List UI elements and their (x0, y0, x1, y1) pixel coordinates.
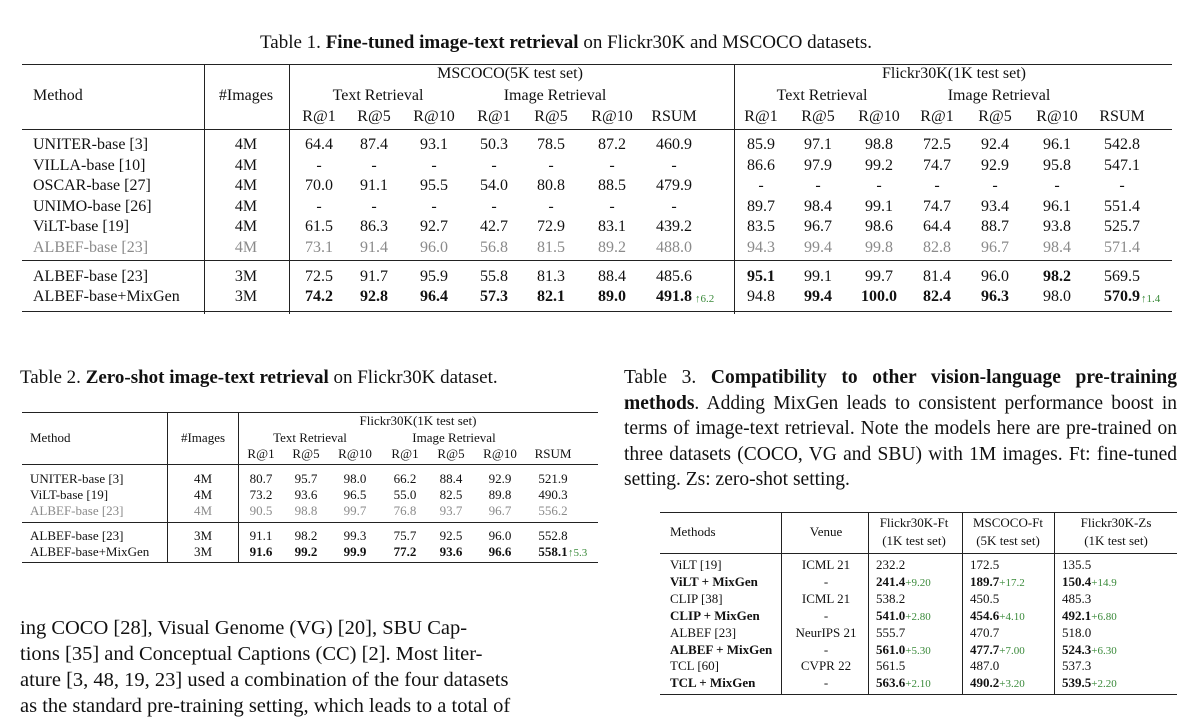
table-cell: 135.5 (1062, 557, 1092, 572)
table-cell: 96.1 (1043, 136, 1071, 153)
table-cell: 74.7 (923, 197, 951, 215)
table3-header-rule (660, 553, 1177, 554)
table-cell: 82.8 (923, 239, 951, 256)
gain-annotation: ↑5.3 (568, 547, 588, 559)
table-cell: 72.5 (305, 268, 333, 285)
venue: - (823, 607, 829, 623)
method-name: TCL + MixGen (670, 675, 756, 691)
table-cell: 521.9 (538, 471, 568, 486)
table-cell: 538.2 (876, 590, 906, 606)
table-cell: 99.8 (865, 239, 893, 256)
table-cell: - (431, 197, 437, 215)
table-cell: 96.6 (488, 544, 512, 559)
metric-header: R@10 (338, 446, 372, 461)
table-cell: - (1119, 177, 1125, 195)
column-divider (868, 512, 869, 694)
method-name: VILLA-base [10] (33, 156, 146, 174)
method-name: ViLT [19] (670, 557, 722, 572)
table-cell: 488.0 (656, 239, 692, 256)
table-cell: - (758, 177, 764, 195)
table-cell: 70.0 (305, 177, 333, 195)
method-name: ALBEF-base [23] (30, 503, 124, 518)
table-cell: 57.3 (480, 288, 508, 305)
table-cell: 88.5 (598, 177, 626, 195)
table-cell: 81.3 (537, 268, 565, 285)
gain-annotation: +4.10 (999, 610, 1025, 623)
images-header: #Images (218, 87, 274, 104)
table-cell: 99.7 (865, 268, 893, 285)
table-cell: 99.2 (294, 544, 318, 559)
table-cell: 570.9 (1104, 288, 1140, 305)
metric-header: R@5 (357, 108, 391, 125)
gain-annotation: +2.80 (905, 610, 931, 623)
flickr-header: Flickr30K(1K test set) (882, 65, 1026, 82)
flickr-ft-header: Flickr30K-Ft (879, 515, 949, 530)
metric-header: R@1 (920, 108, 954, 125)
table-cell: 78.5 (537, 136, 565, 153)
table-cell: 95.9 (420, 268, 448, 285)
metric-header: RSUM (1099, 108, 1145, 125)
table-cell: 82.1 (537, 288, 565, 305)
table-cell: - (371, 156, 377, 174)
table-cell: 72.9 (537, 218, 565, 236)
metric-header: R@1 (247, 446, 275, 461)
gain-annotation: +5.30 (905, 644, 931, 657)
table-cell: 72.5 (923, 136, 951, 153)
images-count: 3M (193, 528, 213, 543)
table-cell: 454.6+4.10 (970, 607, 1025, 623)
table-cell: 91.7 (360, 268, 388, 285)
table-cell: 99.1 (804, 268, 832, 285)
table-cell: 525.7 (1104, 218, 1140, 236)
flickr-ft-header: (1K test set) (882, 533, 946, 548)
method-name: ALBEF-base [23] (30, 528, 124, 543)
gain-annotation: +2.10 (905, 678, 931, 691)
table-cell: 485.3 (1062, 590, 1092, 606)
table-cell: 80.7 (249, 471, 273, 486)
table-cell: 98.2 (294, 528, 318, 543)
table-cell: 541.0+2.80 (876, 607, 931, 623)
text-retrieval-header: Text Retrieval (332, 87, 424, 104)
table-cell: 96.0 (420, 239, 448, 256)
table-cell: 86.3 (360, 218, 388, 236)
table-cell: - (876, 177, 882, 195)
table-cell: 93.1 (420, 136, 448, 153)
table-cell: 81.4 (923, 268, 951, 285)
metric-header: R@1 (744, 108, 778, 125)
method-name: TCL [60] (670, 658, 719, 674)
flickr-zs-header: (1K test set) (1084, 533, 1148, 548)
table-cell: 74.2 (305, 288, 333, 305)
table-cell: - (316, 197, 322, 215)
images-count: 4M (234, 177, 258, 195)
table-cell: 82.5 (439, 487, 463, 502)
table-cell: 96.7 (981, 239, 1009, 256)
table-cell: 64.4 (305, 136, 333, 153)
table-cell: 98.4 (1043, 239, 1071, 256)
table-cell: 92.9 (488, 471, 512, 486)
images-count: 4M (234, 218, 258, 236)
table-cell: 96.0 (488, 528, 512, 543)
table-cell: 450.5 (970, 590, 1000, 606)
method-header: Method (30, 430, 71, 445)
venue: ICML 21 (801, 590, 851, 606)
table-cell: 547.1 (1104, 156, 1140, 174)
method-name: CLIP + MixGen (670, 607, 760, 623)
table-cell: 539.5+2.20 (1062, 675, 1117, 691)
metric-header: R@1 (477, 108, 511, 125)
table-cell: 98.0 (1043, 288, 1071, 305)
metric-header: R@1 (302, 108, 336, 125)
method-name: ViLT-base [19] (30, 487, 109, 502)
images-count: 4M (193, 503, 213, 518)
venue: - (823, 573, 829, 589)
metric-header: R@5 (801, 108, 835, 125)
table-cell: 92.7 (420, 218, 448, 236)
table-cell: 555.7 (876, 624, 906, 640)
table-cell: 232.2 (876, 557, 906, 572)
images-count: 4M (193, 487, 213, 502)
table-cell: 89.0 (598, 288, 626, 305)
metric-header: R@10 (1036, 108, 1078, 125)
table-cell: 87.2 (598, 136, 626, 153)
table-cell: 96.4 (420, 288, 448, 305)
table-cell: - (431, 156, 437, 174)
table-cell: 99.2 (865, 156, 893, 174)
table-cell: 490.2+3.20 (970, 675, 1025, 691)
table-cell: 88.4 (598, 268, 626, 285)
table-cell: 91.1 (249, 528, 273, 543)
metric-header: R@5 (534, 108, 568, 125)
table1-caption: Table 1. Fine-tuned image-text retrieval on Flickr30K and MSCOCO datasets. (260, 32, 873, 53)
table-cell: 558.1 (538, 544, 568, 559)
table-cell: 81.5 (537, 239, 565, 256)
table-cell: 561.0+5.30 (876, 641, 931, 657)
table-cell: - (371, 197, 377, 215)
table-cell: 88.4 (439, 471, 463, 486)
gain-annotation: +6.80 (1091, 610, 1117, 623)
text-retrieval-header: Text Retrieval (776, 87, 868, 104)
table-cell: 98.0 (343, 471, 367, 486)
table-cell: 42.7 (480, 218, 508, 236)
table-cell: 99.4 (804, 288, 832, 305)
table-cell: 89.7 (747, 197, 775, 215)
metric-header: RSUM (651, 108, 697, 125)
gain-annotation: ↑1.4 (1141, 293, 1161, 305)
table-cell: 56.8 (480, 239, 508, 256)
table-cell: 537.3 (1062, 658, 1092, 674)
body-line: ature [3, 48, 19, 23] used a combination of the four datasets (20, 669, 509, 691)
table3-bottom-rule (660, 694, 1177, 695)
table-cell: 77.2 (393, 544, 417, 559)
table-cell: - (548, 197, 554, 215)
table-cell: 54.0 (480, 177, 508, 195)
table-cell: 95.1 (747, 268, 775, 285)
method-name: OSCAR-base [27] (33, 177, 151, 195)
table-cell: - (491, 197, 497, 215)
table-cell: 470.7 (970, 624, 1000, 640)
table-cell: - (815, 177, 821, 195)
table-cell: 99.4 (804, 239, 832, 256)
table-cell: 80.8 (537, 177, 565, 195)
table-cell: 492.1+6.80 (1062, 607, 1117, 623)
table2-caption: Table 2. Zero-shot image-text retrieval on Flickr30K dataset. (20, 367, 498, 388)
table-cell: 92.9 (981, 156, 1009, 174)
mscoco-header: MSCOCO(5K test set) (437, 65, 583, 82)
table-cell: 241.4+9.20 (876, 573, 931, 589)
table-cell: 92.8 (360, 288, 388, 305)
body-line: as the standard pre-training setting, which leads to a total of (20, 695, 511, 717)
method-name: ALBEF + MixGen (670, 641, 773, 657)
images-count: 3M (234, 288, 258, 305)
table-cell: - (548, 156, 554, 174)
table-cell: 524.3+6.30 (1062, 641, 1117, 657)
table-cell: 96.5 (343, 487, 367, 502)
metric-header: R@10 (413, 108, 455, 125)
images-count: 4M (234, 197, 258, 215)
table-cell: 92.5 (439, 528, 463, 543)
table-cell: 76.8 (393, 503, 417, 518)
table-cell: 563.6+2.10 (876, 675, 931, 691)
table-cell: 98.8 (294, 503, 318, 518)
table-cell: 91.1 (360, 177, 388, 195)
table-cell: 479.9 (656, 177, 692, 195)
table-cell: 91.6 (249, 544, 273, 559)
table-cell: 542.8 (1104, 136, 1140, 153)
table-cell: 64.4 (923, 218, 951, 236)
method-name: UNITER-base [3] (33, 136, 149, 153)
table3-top-rule (660, 512, 1177, 513)
images-count: 3M (193, 544, 213, 559)
table-cell: - (609, 156, 615, 174)
table-cell: 95.5 (420, 177, 448, 195)
table-cell: - (491, 156, 497, 174)
method-name: ALBEF-base [23] (33, 268, 149, 285)
venue: CVPR 22 (800, 658, 852, 674)
table-cell: 95.8 (1043, 156, 1071, 174)
table-cell: 96.0 (981, 268, 1009, 285)
table-cell: 55.0 (393, 487, 417, 502)
table-cell: 99.9 (343, 544, 367, 559)
images-count: 3M (234, 268, 258, 285)
metric-header: R@5 (292, 446, 320, 461)
table-cell: 97.1 (804, 136, 832, 153)
table-cell: - (316, 156, 322, 174)
method-name: ALBEF [23] (670, 624, 737, 640)
table-cell: 487.0 (970, 658, 1000, 674)
metric-header: R@10 (483, 446, 517, 461)
table-cell: 93.6 (294, 487, 318, 502)
metric-header: R@5 (978, 108, 1012, 125)
metric-header: R@10 (858, 108, 900, 125)
method-name: UNIMO-base [26] (33, 197, 152, 215)
table-cell: 551.4 (1104, 197, 1140, 215)
table-cell: 491.8 (656, 288, 692, 305)
table-cell: 96.7 (804, 218, 832, 236)
gain-annotation: +14.9 (1091, 576, 1117, 589)
table-cell: 91.4 (360, 239, 388, 256)
venue: NeurIPS 21 (795, 624, 857, 640)
flickr-zs-header: Flickr30K-Zs (1080, 515, 1152, 530)
table-cell: 83.1 (598, 218, 626, 236)
images-header: #Images (180, 430, 226, 445)
table-cell: 93.4 (981, 197, 1009, 215)
table-cell: 90.5 (249, 503, 273, 518)
table-cell: 93.6 (439, 544, 463, 559)
table-cell: 150.4+14.9 (1062, 573, 1117, 589)
table-cell: 87.4 (360, 136, 388, 153)
venue-header: Venue (809, 524, 843, 539)
table-cell: 518.0 (1062, 624, 1092, 640)
table-cell: 93.7 (439, 503, 463, 518)
gain-annotation: +9.20 (905, 576, 931, 589)
flickr-header: Flickr30K(1K test set) (359, 413, 477, 428)
body-line: tions [35] and Conceptual Captions (CC) [2]. Most liter- (20, 643, 483, 665)
table-cell: - (1054, 177, 1060, 195)
table-cell: 83.5 (747, 218, 775, 236)
metric-header: R@5 (437, 446, 465, 461)
table-cell: 98.8 (865, 136, 893, 153)
table-cell: 92.4 (981, 136, 1009, 153)
table-cell: 73.2 (249, 487, 273, 502)
images-count: 4M (234, 136, 258, 153)
venue: ICML 21 (801, 557, 851, 572)
table-cell: 485.6 (656, 268, 692, 285)
column-divider (781, 512, 782, 694)
table-cell: 94.8 (747, 288, 775, 305)
table-cell: 61.5 (305, 218, 333, 236)
table-cell: 88.7 (981, 218, 1009, 236)
method-name: ViLT + MixGen (670, 573, 758, 589)
table-cell: 74.7 (923, 156, 951, 174)
table-cell: 439.2 (656, 218, 692, 236)
methods-header: Methods (670, 524, 716, 539)
mscoco-ft-header: MSCOCO-Ft (972, 515, 1044, 530)
images-count: 4M (234, 156, 258, 174)
table-cell: 93.8 (1043, 218, 1071, 236)
table-cell: 98.6 (865, 218, 893, 236)
body-line: ing COCO [28], Visual Genome (VG) [20], SBU Cap- (20, 617, 468, 639)
method-name: ALBEF-base+MixGen (30, 544, 150, 559)
method-name: ALBEF-base+MixGen (33, 288, 180, 305)
gain-annotation: ↑6.2 (695, 293, 715, 305)
table-cell: 99.3 (343, 528, 367, 543)
images-count: 4M (193, 471, 213, 486)
table-cell: - (934, 177, 940, 195)
table-cell: 96.3 (981, 288, 1009, 305)
table-cell: - (609, 197, 615, 215)
table-cell: 96.7 (488, 503, 512, 518)
metric-header: RSUM (534, 446, 572, 461)
table-cell: 89.2 (598, 239, 626, 256)
table-cell: 477.7+7.00 (970, 641, 1025, 657)
metric-header: R@10 (591, 108, 633, 125)
table-cell: 97.9 (804, 156, 832, 174)
table-cell: - (671, 197, 677, 215)
table-cell: 172.5 (970, 557, 1000, 572)
table-cell: 100.0 (861, 288, 897, 305)
image-retrieval-header: Image Retrieval (412, 430, 496, 445)
table-cell: 189.7+17.2 (970, 573, 1025, 589)
table-cell: 561.5 (876, 658, 906, 674)
table-cell: - (992, 177, 998, 195)
gain-annotation: +2.20 (1091, 678, 1117, 691)
method-name: ViLT-base [19] (33, 218, 130, 236)
text-retrieval-header: Text Retrieval (273, 430, 347, 445)
table-cell: 73.1 (305, 239, 333, 256)
table-cell: 99.1 (865, 197, 893, 215)
table3-caption: Table 3. Compatibility to other vision-language pre-training methods. Adding MixGen leads to consistent performance boost in terms of image-text retrieval. Note the models here are pre-trained on three datasets (COCO, VG and SBU) with 1M images. Ft: fine-tuned setting. Zs: zero-shot setting. (624, 367, 1178, 490)
gain-annotation: +3.20 (999, 678, 1025, 691)
table-cell: - (671, 156, 677, 174)
table-cell: 66.2 (393, 471, 417, 486)
gain-annotation: +7.00 (999, 644, 1025, 657)
venue: - (823, 675, 829, 691)
table-cell: 50.3 (480, 136, 508, 153)
table-cell: 86.6 (747, 156, 775, 174)
table-cell: 556.2 (538, 503, 568, 518)
method-header: Method (33, 87, 83, 104)
table-cell: 85.9 (747, 136, 775, 153)
mscoco-ft-header: (5K test set) (976, 533, 1040, 548)
table-cell: 96.1 (1043, 197, 1071, 215)
table-cell: 89.8 (488, 487, 512, 502)
table-cell: 98.4 (804, 197, 832, 215)
table-cell: 55.8 (480, 268, 508, 285)
table-cell: 569.5 (1104, 268, 1140, 285)
gain-annotation: +17.2 (999, 576, 1025, 589)
table-cell: 99.7 (343, 503, 367, 518)
table-cell: 95.7 (294, 471, 318, 486)
table-cell: 98.2 (1043, 268, 1071, 285)
table-cell: 460.9 (656, 136, 692, 153)
image-retrieval-header: Image Retrieval (503, 87, 607, 104)
table-cell: 75.7 (393, 528, 417, 543)
table-cell: 94.3 (747, 239, 775, 256)
method-name: CLIP [38] (670, 590, 723, 606)
table-cell: 82.4 (923, 288, 951, 305)
gain-annotation: +6.30 (1091, 644, 1117, 657)
images-count: 4M (234, 239, 258, 256)
table-cell: 571.4 (1104, 239, 1140, 256)
metric-header: R@1 (391, 446, 419, 461)
method-name: ALBEF-base [23] (33, 239, 149, 256)
venue: - (823, 641, 829, 657)
column-divider (1054, 512, 1055, 694)
method-name: UNITER-base [3] (30, 471, 124, 486)
table-cell: 552.8 (538, 528, 568, 543)
image-retrieval-header: Image Retrieval (947, 87, 1051, 104)
column-divider (962, 512, 963, 694)
table-cell: 490.3 (538, 487, 568, 502)
